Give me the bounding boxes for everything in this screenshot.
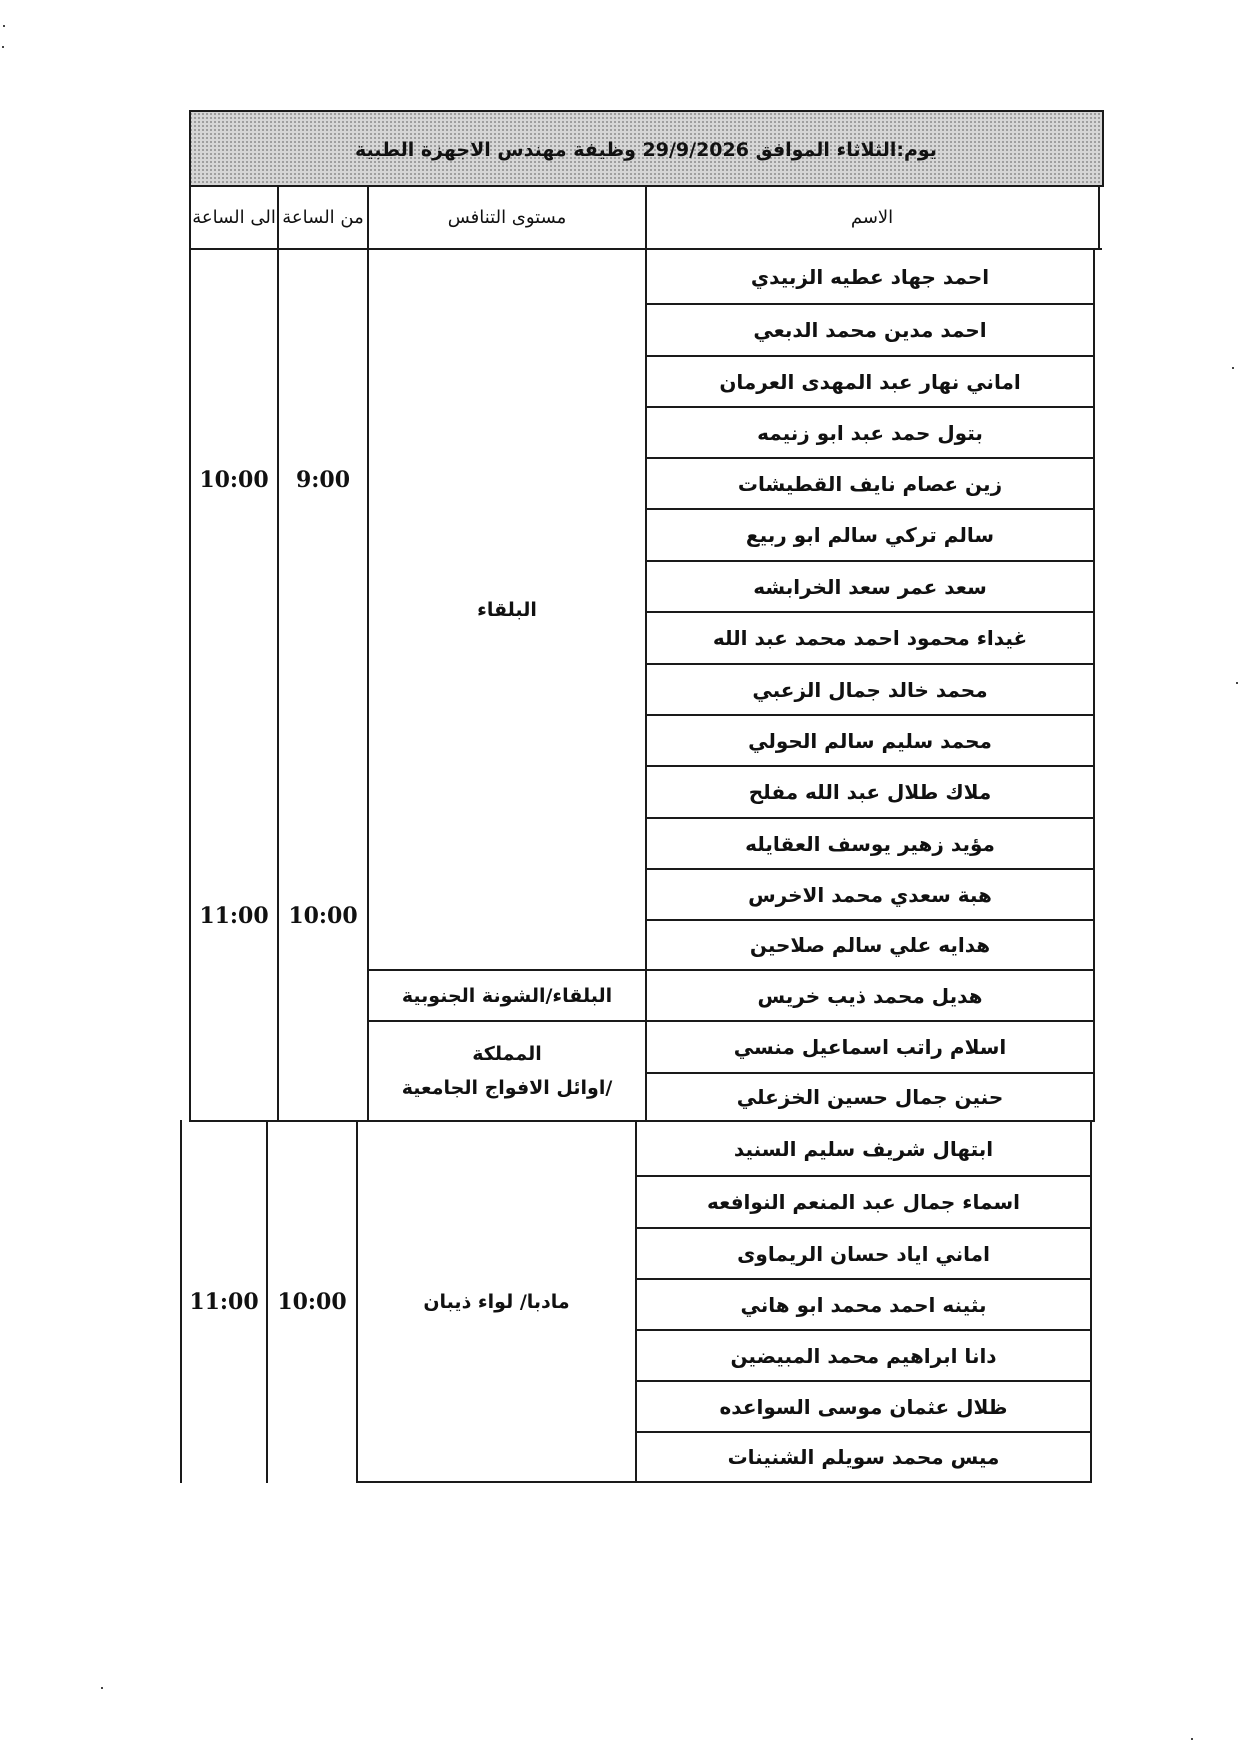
header-name: الاسم <box>850 206 894 228</box>
name-cell: احمد مدين محمد الدبعي <box>753 318 987 342</box>
name-cell: اماني اياد حسان الريماوى <box>737 1241 990 1266</box>
name-cell: ابتهال شريف سليم السنيد <box>733 1136 994 1161</box>
level-balqa-shouna: البلقاء/الشونة الجنوبية <box>401 984 613 1007</box>
name-cell: سعد عمر سعد الخرابشه <box>753 574 987 599</box>
group3-to-time: 11:00 <box>189 1289 259 1315</box>
name-cell: غيداء محمود احمد محمد عبد الله <box>712 626 1028 650</box>
name-cell: هبة سعدي محمد الاخرس <box>748 882 992 907</box>
name-cell: سالم تركي سالم ابو ربيع <box>745 523 995 547</box>
level-kingdom-line2: /اوائل الافواج الجامعية <box>401 1077 613 1099</box>
group2-from-time: 10:00 <box>288 903 358 929</box>
name-cell: بثينه احمد محمد ابو هاني <box>740 1292 987 1317</box>
name-cell: زين عصام نايف القطيشات <box>737 471 1003 496</box>
name-cell: هدايه علي سالم صلاحين <box>749 933 991 957</box>
name-cell: اسلام راتب اسماعيل منسي <box>733 1035 1007 1059</box>
name-cell: احمد جهاد عطيه الزبيدي <box>750 264 990 289</box>
name-cell: بتول حمد عبد ابو زنيمه <box>757 420 983 445</box>
group1-from-time: 9:00 <box>295 467 351 493</box>
name-cell: مؤيد زهير يوسف العقايله <box>745 831 995 856</box>
name-cell: حنين جمال حسين الخزعلي <box>736 1085 1004 1109</box>
group2-to-time: 11:00 <box>199 903 269 929</box>
name-cell: ميس محمد سويلم الشنينات <box>727 1445 1000 1469</box>
header-to-time: الى الساعة <box>192 206 276 228</box>
name-cell: محمد سليم سالم الحولي <box>748 728 992 753</box>
name-cell: محمد خالد جمال الزعبي <box>752 677 988 702</box>
header-level: مستوى التنافس <box>447 206 567 228</box>
page-title: يوم:الثلاثاء الموافق 29/9/2026 وظيفة مهندس الاجهزة الطبية <box>355 139 937 161</box>
header-from-time: من الساعة <box>282 206 364 228</box>
group1-to-time: 10:00 <box>199 467 269 493</box>
name-cell: دانا ابراهيم محمد المبيضين <box>730 1343 997 1368</box>
name-cell: هديل محمد ذيب خريس <box>757 983 983 1008</box>
level-madaba: مادبا/ لواء ذيبان <box>423 1290 570 1313</box>
level-balqa: البلقاء <box>477 598 537 621</box>
level-kingdom <box>369 1022 645 1120</box>
name-cell: اسماء جمال عبد المنعم النوافعه <box>707 1190 1020 1214</box>
level-kingdom-line1: المملكة <box>472 1043 542 1065</box>
group3-from-time: 10:00 <box>277 1289 347 1315</box>
name-cell: ظلال عثمان موسى السواعده <box>719 1394 1008 1419</box>
name-cell: ملاك طلال عبد الله مفلح <box>748 780 992 804</box>
name-cell: اماني نهار عبد المهدى العرمان <box>719 369 1021 394</box>
